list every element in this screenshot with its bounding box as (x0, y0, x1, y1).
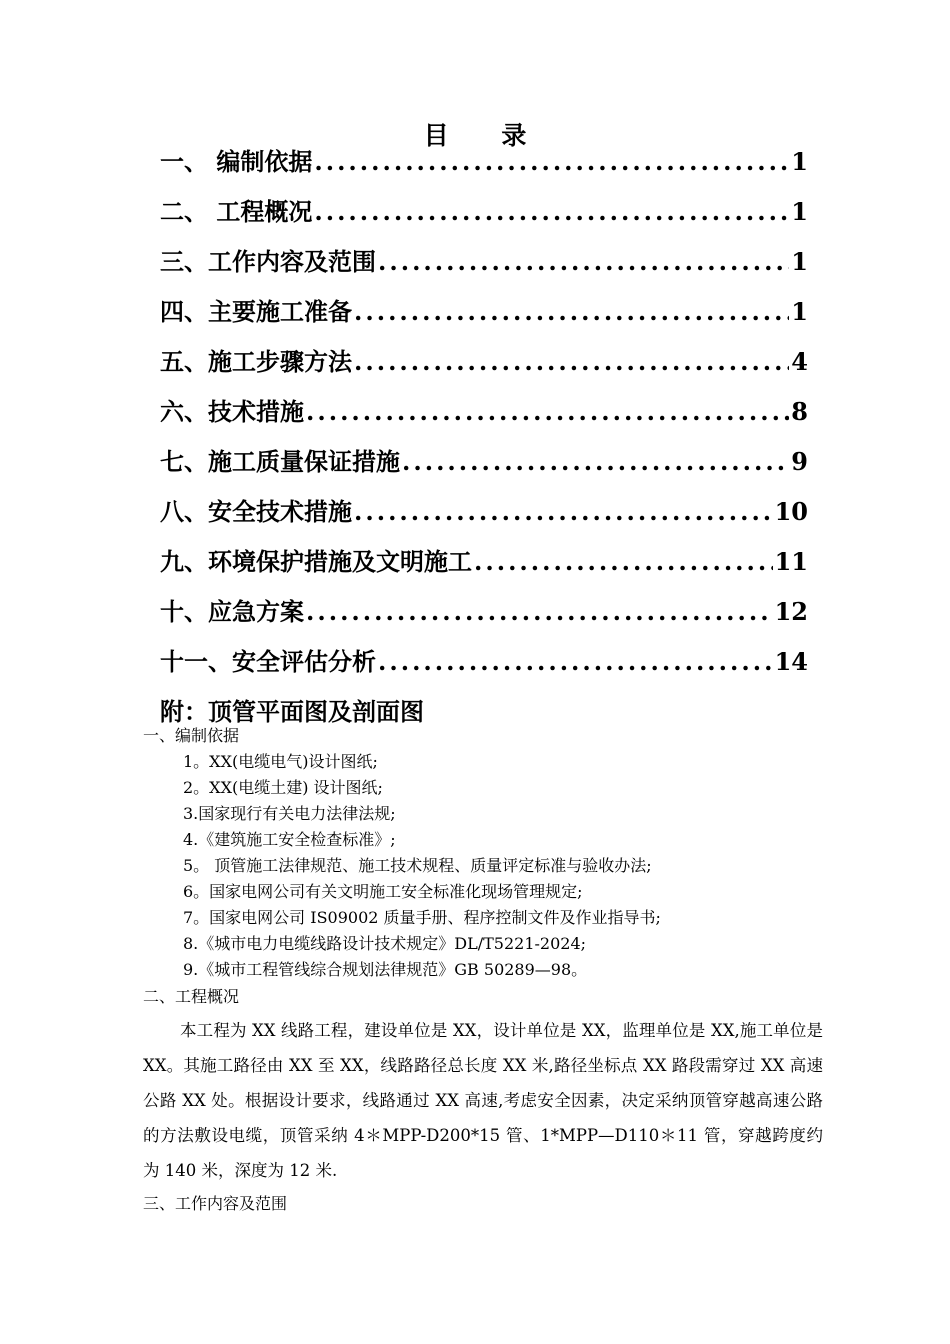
table-of-contents (160, 144, 808, 744)
toc-entry[interactable] (160, 144, 808, 194)
toc-leader-dots (314, 194, 789, 230)
list-item: 4.《建筑施工安全检查标准》; (183, 830, 396, 849)
toc-entry-label: 十、应急方案 (160, 597, 304, 626)
toc-leader-dots (354, 344, 789, 380)
document-body (143, 722, 823, 1217)
toc-entry-page: 1 (791, 247, 808, 276)
toc-entry-page: 12 (774, 597, 808, 626)
list-item: 8.《城市电力电缆线路设计技术规定》DL/T5221-2024; (183, 934, 587, 953)
toc-leader-dots (306, 394, 789, 430)
list-item: 3.国家现行有关电力法律法规; (183, 804, 396, 823)
list-item: 2。XX(电缆土建) 设计图纸; (183, 778, 383, 797)
toc-entry-label: 六、技术措施 (160, 397, 304, 426)
toc-title: 目 录 (423, 121, 549, 150)
toc-entry-label: 十一、安全评估分析 (160, 647, 376, 676)
toc-entry-page: 1 (791, 297, 808, 326)
toc-entry[interactable] (160, 644, 808, 694)
list-item: 1。XX(电缆电气)设计图纸; (183, 752, 378, 771)
toc-leader-dots (474, 544, 773, 580)
section-heading: 一、编制依据 (143, 726, 240, 745)
toc-entry-label: 四、主要施工准备 (160, 297, 352, 326)
toc-entry[interactable] (160, 244, 808, 294)
list-item: 6。国家电网公司有关文明施工安全标准化现场管理规定; (183, 882, 583, 901)
toc-entry-page: 1 (791, 147, 808, 176)
toc-leader-dots (378, 644, 773, 680)
toc-entry-label: 二、 工程概况 (160, 197, 313, 226)
toc-leader-dots (402, 444, 789, 480)
toc-entry-label: 五、施工步骤方法 (160, 347, 352, 376)
toc-entry-page: 9 (791, 447, 808, 476)
list-item: 5。 顶管施工法律规范、施工技术规程、质量评定标准与验收办法; (183, 856, 652, 875)
toc-entry[interactable] (160, 394, 808, 444)
toc-entry-page: 8 (791, 397, 808, 426)
toc-entry-page: 10 (774, 497, 808, 526)
toc-leader-dots (314, 144, 789, 180)
toc-leader-dots (306, 594, 773, 630)
toc-entry[interactable] (160, 294, 808, 344)
toc-entry-page: 4 (791, 347, 808, 376)
section-heading: 三、工作内容及范围 (143, 1194, 288, 1213)
toc-entry-label: 七、施工质量保证措施 (160, 447, 400, 476)
toc-leader-dots (354, 494, 773, 530)
toc-entry-page: 14 (774, 647, 808, 676)
toc-entry[interactable] (160, 194, 808, 244)
toc-entry-label: 一、 编制依据 (160, 147, 313, 176)
toc-entry[interactable] (160, 344, 808, 394)
toc-leader-dots (354, 294, 789, 330)
toc-entry[interactable] (160, 494, 808, 544)
toc-entry[interactable] (160, 444, 808, 494)
toc-entry[interactable] (160, 544, 808, 594)
toc-entry-page: 11 (774, 547, 808, 576)
list-item: 9.《城市工程管线综合规划法律规范》GB 50289—98。 (183, 960, 588, 979)
toc-leader-dots (378, 244, 789, 280)
toc-entry-label: 三、工作内容及范围 (160, 247, 376, 276)
toc-entry-label: 九、环境保护措施及文明施工 (160, 547, 472, 576)
toc-entry[interactable] (160, 594, 808, 644)
toc-entry-label: 八、安全技术措施 (160, 497, 352, 526)
list-item: 7。国家电网公司 IS09002 质量手册、程序控制文件及作业指导书; (183, 908, 661, 927)
paragraph: 本工程为 XX 线路工程，建设单位是 XX，设计单位是 XX，监理单位是 XX,施工单位是 XX。其施工路径由 XX 至 XX，线路路径总长度 XX 米,路径坐标点 XX 路段需穿过 XX 高速公路 XX 处。根据设计要求，线路通过 XX 高速,考虑安全因素，决定采纳顶管穿越高速公路的方法敷设电缆，顶管采纳 4＊MPP-D200*15 管、1*MPP—D110＊11 管，穿越跨度约为 140 米，深度为 12 米. (143, 1021, 823, 1180)
section-heading: 二、工程概况 (143, 987, 240, 1006)
toc-entry-page: 1 (791, 197, 808, 226)
toc-appendix-label: 附：顶管平面图及剖面图 (160, 697, 424, 726)
